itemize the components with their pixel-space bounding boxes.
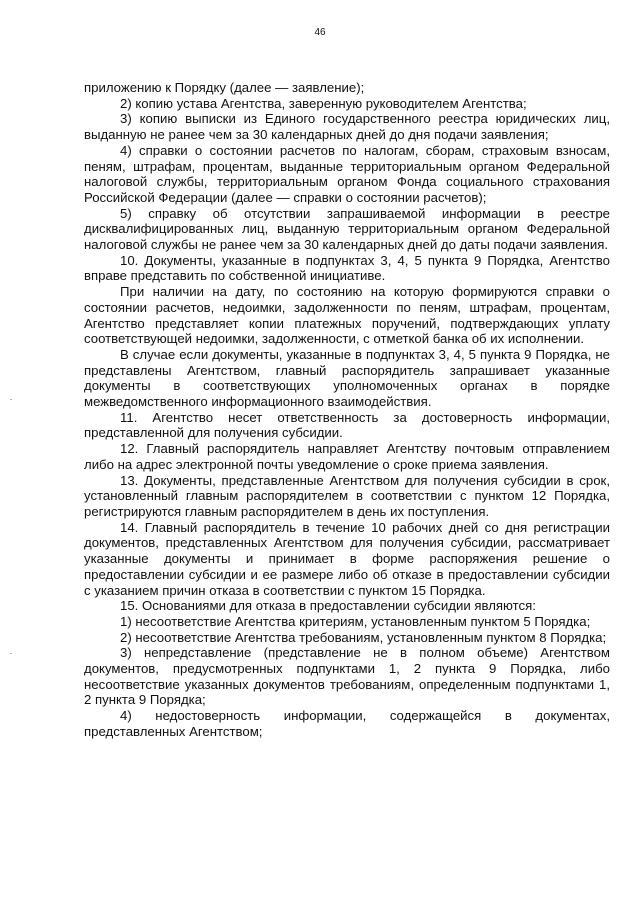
page-number: 46 — [314, 27, 326, 38]
scan-margin-mark — [10, 653, 12, 654]
paragraph-refusal-reason-3: 3) непредставление (представление не в полном объеме) Агентством документов, предусмотренных подпунктами 1, 2 пункта 9 Порядка, либо несоответствие указанных документов требованиям, определенным подпунктами 1, 2 пункта 9 Порядка; — [84, 645, 610, 708]
paragraph-item-4-settlement-certificates: 4) справки о состоянии расчетов по налогам, сборам, страховым взносам, пеням, штрафам, процентам, выданные территориальным органом Федеральной налоговой службы, территориальным органом Фонда социального страхования Российской Федерации (далее — справки о состоянии расчетов); — [84, 142, 610, 205]
paragraph-clause-11: 11. Агентство несет ответственность за достоверность информации, представленной для получения субсидии. — [84, 409, 610, 441]
paragraph-clause-10-arrears: При наличии на дату, по состоянию на которую формируются справки о состоянии расчетов, недоимки, задолженности по пеням, штрафам, процентам, Агентство представляет копии платежных поручений, подтверждающих уплату соответствующей недоимки, задолженности, с отметкой банка об их исполнении. — [84, 284, 610, 347]
paragraph-item-5-disqualification-certificate: 5) справку об отсутствии запрашиваемой информации в реестре дисквалифицированных лиц, выданную территориальным органом Федеральной налоговой службы не ранее чем за 30 календарных дней до даты подачи заявления. — [84, 205, 610, 253]
paragraph-item-3-registry-extract: 3) копию выписки из Единого государственного реестра юридических лиц, выданную не ранее чем за 30 календарных дней до дня подачи заявления; — [84, 111, 610, 143]
document-body — [84, 80, 610, 740]
paragraph-clause-15: 15. Основаниями для отказа в предоставлении субсидии являются: — [120, 598, 536, 614]
paragraph-clause-12: 12. Главный распорядитель направляет Агентству почтовым отправлением либо на адрес электронной почты уведомление о сроке приема заявления. — [84, 441, 610, 472]
paragraph-clause-10: 10. Документы, указанные в подпунктах 3, 4, 5 пункта 9 Порядка, Агентство вправе представить по собственной инициативе. — [84, 252, 610, 284]
paragraph-refusal-reason-1: 1) несоответствие Агентства критериям, установленным пунктом 5 Порядка; — [120, 613, 591, 629]
paragraph-clause-10-interagency-request: В случае если документы, указанные в подпунктах 3, 4, 5 пункта 9 Порядка, не представлены Агентством, главный распорядитель запрашивает указанные документы в соответствующих уполномоченных органах в порядке межведомственного информационного взаимодействия. — [84, 346, 610, 410]
paragraph-refusal-reason-2: 2) несоответствие Агентства требованиям, установленным пунктом 8 Порядка; — [120, 629, 607, 645]
paragraph-clause-14: 14. Главный распорядитель в течение 10 рабочих дней со дня регистрации документов, представленных Агентством для получения субсидии, рассматривает указанные документы и принимает в форме распоряжения решение о предоставлении субсидии и ее размере либо об отказе в предоставлении субсидии с указанием причин отказа в соответствии с пунктом 15 Порядка. — [84, 519, 610, 598]
paragraph-application-continuation: приложению к Порядку (далее — заявление); — [84, 80, 365, 95]
paragraph-clause-13: 13. Документы, представленные Агентством для получения субсидии в срок, установленный главным распорядителем в соответствии с пунктом 12 Порядка, регистрируются главным распорядителем в день их поступления. — [84, 472, 610, 519]
paragraph-refusal-reason-4: 4) недостоверность информации, содержащейся в документах, представленных Агентством; — [84, 708, 610, 739]
scan-margin-mark — [10, 399, 12, 400]
paragraph-item-2-charter-copy: 2) копию устава Агентства, заверенную руководителем Агентства; — [120, 95, 527, 111]
